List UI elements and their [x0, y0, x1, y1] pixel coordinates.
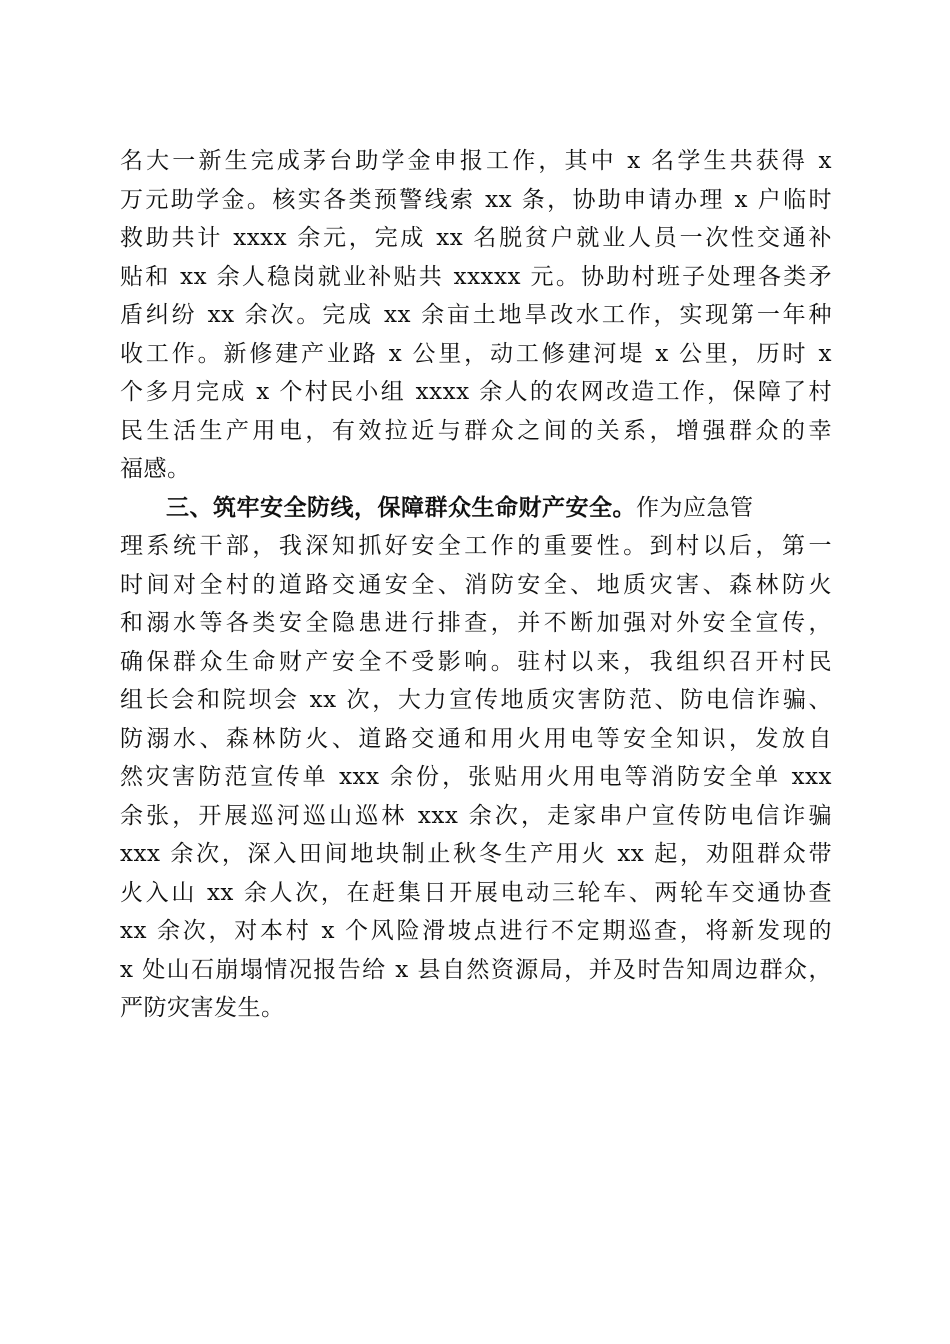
text-line: 个多月完成 x 个村民小组 xxxx 余人的农网改造工作，保障了村	[120, 379, 832, 405]
text-line: 贴和 xx 余人稳岗就业补贴共 xxxxx 元。协助村班子处理各类矛	[120, 263, 832, 290]
text-line: 严防灾害发生。	[120, 995, 285, 1021]
paragraph-2	[120, 489, 832, 1028]
text-line: 火入山 xx 余人次，在赶集日开展电动三轮车、两轮车交通协查	[120, 879, 832, 906]
text-line: 确保群众生命财产安全不受影响。驻村以来，我组织召开村民	[120, 648, 832, 675]
text-line: 然灾害防范宣传单 xxx 余份，张贴用火用电等消防安全单 xxx	[120, 764, 832, 790]
text-line: 防溺水、森林防火、道路交通和用火用电等安全知识，发放自	[120, 725, 832, 752]
text-line: 救助共计 xxxx 余元，完成 xx 名脱贫户就业人员一次性交通补	[120, 225, 832, 251]
text-line: 盾纠纷 xx 余次。完成 xx 余亩土地旱改水工作，实现第一年种	[120, 302, 832, 328]
text-line: xxx 余次，深入田间地块制止秋冬生产用火 xx 起，劝阻群众带	[120, 841, 832, 867]
text-line: 收工作。新修建产业路 x 公里，动工修建河堤 x 公里，历时 x	[120, 340, 833, 367]
paragraph-1	[120, 142, 832, 489]
text-line: 民生活生产用电，有效拉近与群众之间的关系，增强群众的幸	[120, 417, 832, 444]
text-line: 理系统干部，我深知抓好安全工作的重要性。到村以后，第一	[120, 533, 832, 559]
text-line: 组长会和院坝会 xx 次，大力宣传地质灾害防范、防电信诈骗、	[120, 687, 832, 713]
text-line: x 处山石崩塌情况报告给 x 县自然资源局，并及时告知周边群众，	[120, 956, 832, 983]
text-line: 万元助学金。核实各类预警线索 xx 条，协助申请办理 x 户临时	[120, 186, 832, 213]
paragraph-first-line	[120, 489, 832, 528]
text-line: 余张，开展巡河巡山巡林 xxx 余次，走家串户宣传防电信诈骗	[120, 802, 832, 829]
text-line: 福感。	[120, 456, 191, 482]
heading-trailing-text: 作为应急管	[636, 494, 754, 521]
section-heading: 三、筑牢安全防线，保障群众生命财产安全。	[166, 493, 636, 521]
text-line: xx 余次，对本村 x 个风险滑坡点进行不定期巡查，将新发现的	[120, 918, 832, 944]
document-body	[120, 142, 832, 1028]
text-line: 名大一新生完成茅台助学金申报工作，其中 x 名学生共获得 x	[120, 148, 832, 174]
text-line: 时间对全村的道路交通安全、消防安全、地质灾害、森林防火	[120, 571, 832, 598]
text-line: 和溺水等各类安全隐患进行排查，并不断加强对外安全宣传，	[120, 610, 832, 636]
